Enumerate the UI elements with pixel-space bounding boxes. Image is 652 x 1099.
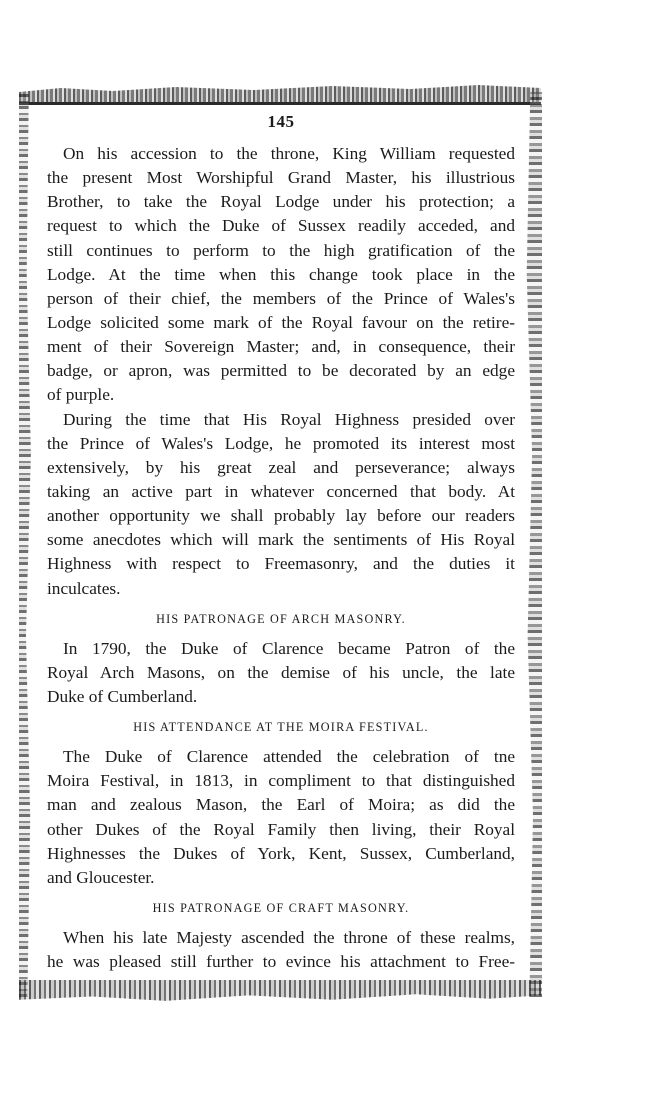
text-line: of purple.: [47, 385, 115, 405]
text-line: and Gloucester.: [47, 867, 155, 887]
text-line: Brother, to take the Royal Lodge under his protection; a: [47, 192, 515, 212]
page-content: [47, 142, 515, 974]
text-line: another opportunity we shall probably lay before our readers: [47, 506, 515, 526]
text-line: The Duke of Clarence attended the celebration of tne: [63, 747, 515, 767]
text-line: In 1790, the Duke of Clarence became Patron of the: [63, 638, 515, 658]
text-line: the present Most Worshipful Grand Master, his illustrious: [47, 168, 515, 188]
text-line: inculcates.: [47, 578, 121, 598]
paragraph: [47, 408, 515, 601]
text-line: badge, or apron, was permitted to be decorated by an edge: [47, 361, 515, 381]
page-border-top: [19, 84, 541, 104]
text-line: person of their chief, the members of the Prince of Wales's: [47, 288, 515, 308]
section-heading: HIS PATRONAGE OF CRAFT MASONRY.: [152, 900, 410, 915]
text-line: Lodge solicited some mark of the Royal favour on the retire-: [47, 312, 515, 332]
text-line: ment of their Sovereign Master; and, in consequence, their: [47, 337, 515, 357]
text-line: extensively, by his great zeal and perseverance; always: [47, 457, 515, 477]
page-border-bottom: [19, 980, 541, 1002]
page-border-right: [524, 92, 542, 997]
text-line: still continues to perform to the high gratification of the: [47, 240, 515, 260]
text-line: the Prince of Wales's Lodge, he promoted its interest most: [47, 433, 515, 453]
section-heading: HIS PATRONAGE OF ARCH MASONRY.: [156, 611, 406, 626]
text-line: Highness with respect to Freemasonry, and the duties it: [47, 554, 515, 574]
text-line: Lodge. At the time when this change took place in the: [47, 264, 515, 284]
text-line: During the time that His Royal Highness presided over: [63, 409, 515, 429]
text-line: taking an active part in whatever concerned that body. At: [47, 481, 515, 501]
section-heading: HIS ATTENDANCE AT THE MOIRA FESTIVAL.: [133, 720, 429, 735]
text-line: Duke of Cumberland.: [47, 686, 198, 706]
text-line: request to which the Duke of Sussex readily acceded, and: [47, 216, 515, 236]
text-line: Moira Festival, in 1813, in compliment to that distinguished: [47, 771, 515, 791]
text-line: Royal Arch Masons, on the demise of his uncle, the late: [47, 662, 515, 682]
text-line: other Dukes of the Royal Family then living, their Royal: [47, 819, 515, 839]
text-line: On his accession to the throne, King William requested: [63, 144, 515, 163]
page-border-top-rule: [19, 102, 541, 105]
paragraph: [47, 745, 515, 890]
paragraph: [47, 142, 515, 408]
text-line: he was pleased still further to evince his attachment to Free-: [47, 952, 515, 972]
page-number: 145: [267, 112, 295, 131]
paragraph: [47, 926, 515, 974]
text-line: Highnesses the Dukes of York, Kent, Sussex, Cumberland,: [47, 843, 515, 863]
text-line: When his late Majesty ascended the throne of these realms,: [63, 927, 515, 947]
text-line: some anecdotes which will mark the sentiments of His Royal: [47, 530, 515, 550]
text-line: man and zealous Mason, the Earl of Moira; as did the: [47, 795, 515, 815]
page-body: [47, 110, 515, 974]
page-border-left: [19, 92, 33, 997]
paragraph: [47, 637, 515, 709]
